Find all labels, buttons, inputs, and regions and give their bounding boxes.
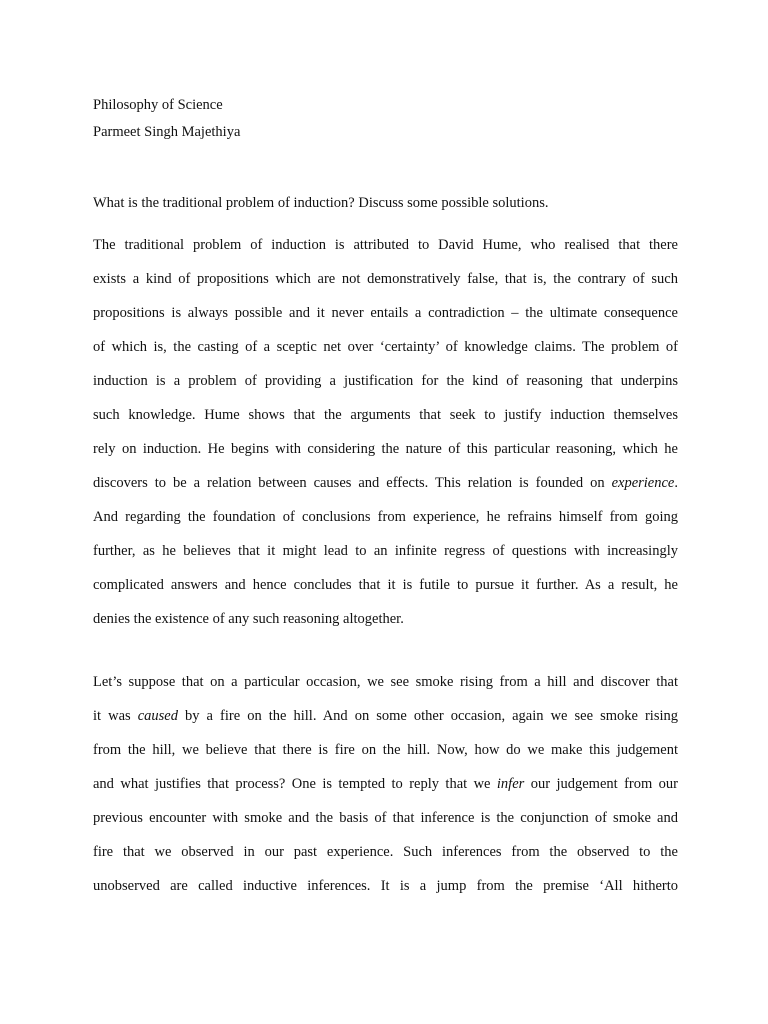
text-line: from the hill, we believe that there is fire on the hill. Now, how do we make this judgement — [93, 742, 678, 758]
paragraph-1 — [93, 235, 678, 643]
text-line: complicated answers and hence concludes that it is futile to pursue it further. As a result, he — [93, 577, 678, 593]
course-title: Philosophy of Science — [93, 97, 223, 113]
text-line: further, as he believes that it might lead to an infinite regress of questions with increasingly — [93, 543, 678, 559]
emphasis-experience: experience — [611, 475, 675, 491]
text-run: discovers to be a relation between causes and effects. This relation is founded on — [93, 475, 612, 491]
text-run: by a fire on the hill. And on some other occasion, again we see smoke rising — [177, 708, 679, 724]
text-line: fire that we observed in our past experience. Such inferences from the observed to the — [93, 844, 678, 860]
text-line: And regarding the foundation of conclusions from experience, he refrains himself from going — [93, 509, 678, 525]
text-line: Let’s suppose that on a particular occasion, we see smoke rising from a hill and discover that — [93, 674, 678, 690]
text-line: unobserved are called inductive inferences. It is a jump from the premise ‘All hitherto — [93, 878, 678, 894]
emphasis-caused: caused — [137, 708, 178, 724]
text-run: . — [674, 475, 678, 491]
essay-question: What is the traditional problem of induction? Discuss some possible solutions. — [93, 195, 549, 211]
text-line — [93, 706, 678, 740]
text-line: The traditional problem of induction is attributed to David Hume, who realised that there — [93, 237, 678, 253]
paragraph-2 — [93, 672, 678, 910]
text-run: and what justifies that process? One is tempted to reply that we — [93, 776, 497, 792]
text-line — [93, 473, 678, 507]
text-line: propositions is always possible and it never entails a contradiction – the ultimate consequence — [93, 305, 678, 321]
text-line: exists a kind of propositions which are not demonstratively false, that is, the contrary of such — [93, 271, 678, 287]
text-run: our judgement from our — [524, 776, 678, 792]
text-line: denies the existence of any such reasoning altogether. — [93, 611, 404, 627]
text-line: previous encounter with smoke and the basis of that inference is the conjunction of smoke and — [93, 810, 678, 826]
author-name: Parmeet Singh Majethiya — [93, 124, 241, 140]
emphasis-infer: infer — [496, 776, 525, 792]
text-line — [93, 774, 678, 808]
text-line: induction is a problem of providing a justification for the kind of reasoning that underpins — [93, 373, 678, 389]
text-line: of which is, the casting of a sceptic net over ‘certainty’ of knowledge claims. The problem of — [93, 339, 678, 355]
text-run: it was — [93, 708, 138, 724]
text-line: rely on induction. He begins with considering the nature of this particular reasoning, which he — [93, 441, 678, 457]
text-line: such knowledge. Hume shows that the arguments that seek to justify induction themselves — [93, 407, 678, 423]
